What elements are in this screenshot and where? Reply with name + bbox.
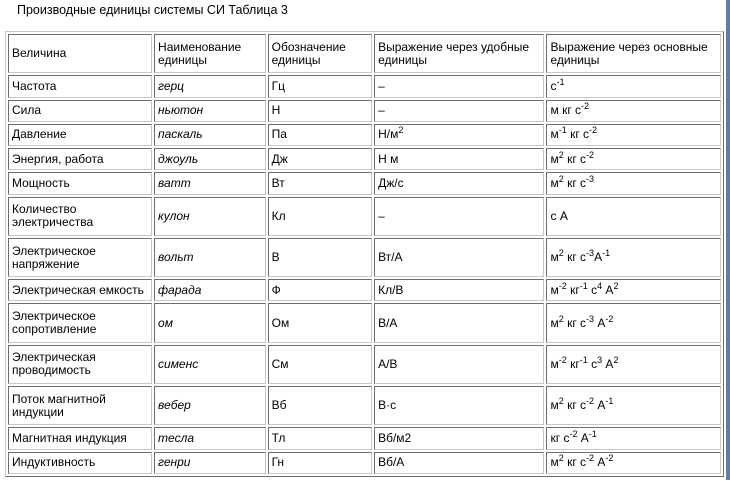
unit-exponent: -2 bbox=[586, 453, 595, 464]
table-row bbox=[8, 238, 721, 277]
via-base-cell bbox=[546, 75, 721, 97]
unit-factor: А bbox=[602, 356, 614, 371]
quantity-cell: Энергия, работа bbox=[8, 148, 152, 170]
table-row bbox=[8, 124, 721, 146]
unit-factor: с bbox=[587, 282, 598, 297]
unit-factor: м bbox=[550, 315, 559, 330]
table-row bbox=[8, 75, 721, 97]
via-derived-cell: Вт/А bbox=[374, 238, 544, 277]
unit-symbol-cell: Гц bbox=[268, 75, 372, 97]
unit-symbol-cell: Н bbox=[268, 100, 372, 122]
unit-factor: кг с bbox=[563, 398, 587, 413]
quantity-cell: Частота bbox=[8, 75, 152, 97]
via-base-cell bbox=[546, 148, 721, 170]
unit-exponent: -1 bbox=[588, 429, 597, 439]
unit-exponent: 2 bbox=[613, 280, 619, 291]
unit-factor: А bbox=[594, 315, 606, 330]
unit-exponent: -1 bbox=[602, 248, 611, 259]
table-row bbox=[8, 100, 721, 122]
unit-exponent: -3 bbox=[586, 173, 595, 184]
unit-factor: А bbox=[577, 431, 589, 445]
via-base-cell bbox=[546, 303, 721, 342]
unit-factor: кг bbox=[566, 282, 580, 297]
header-via-derived: Выражение через удобные единицы bbox=[374, 34, 544, 73]
table-row bbox=[8, 452, 721, 474]
quantity-cell: Электрическая проводимость bbox=[8, 345, 152, 384]
unit-factor: м bbox=[550, 356, 559, 371]
via-base-cell bbox=[546, 386, 721, 425]
unit-exponent: 3 bbox=[597, 354, 603, 365]
unit-name-cell: вольт bbox=[154, 238, 266, 277]
via-derived-cell: – bbox=[374, 100, 544, 122]
unit-factor: м bbox=[550, 151, 559, 166]
unit-factor: с bbox=[550, 78, 557, 93]
unit-exponent: -1 bbox=[556, 76, 565, 87]
via-derived-cell: Н м bbox=[374, 148, 544, 170]
unit-factor: м bbox=[550, 250, 559, 265]
table-row bbox=[8, 197, 721, 236]
table-row bbox=[8, 427, 721, 449]
unit-exponent: -2 bbox=[581, 101, 590, 112]
quantity-cell: Давление bbox=[8, 124, 152, 146]
header-unit-name: Наименование единицы bbox=[154, 34, 266, 73]
unit-name-cell: вебер bbox=[154, 386, 266, 425]
unit-symbol-cell: Па bbox=[268, 124, 372, 146]
unit-factor: Н/м bbox=[378, 127, 399, 142]
unit-exponent: 2 bbox=[558, 149, 564, 160]
quantity-cell: Количество электричества bbox=[8, 197, 152, 236]
table-body bbox=[8, 34, 721, 474]
table-row bbox=[8, 386, 721, 425]
header-via-base: Выражение через основные единицы bbox=[546, 34, 721, 73]
unit-factor: м bbox=[550, 127, 559, 142]
unit-factor: м bbox=[550, 398, 559, 413]
unit-factor: кг с bbox=[566, 127, 590, 142]
unit-factor: м bbox=[550, 175, 559, 190]
unit-factor: кг с bbox=[563, 250, 587, 265]
unit-symbol-cell: См bbox=[268, 345, 372, 384]
unit-factor: кг bbox=[566, 356, 580, 371]
via-derived-cell: В·с bbox=[374, 386, 544, 425]
unit-factor: м кг с bbox=[550, 103, 582, 118]
unit-factor: кг с bbox=[563, 175, 587, 190]
unit-factor: А bbox=[594, 250, 603, 265]
quantity-cell: Электрическое сопротивление bbox=[8, 303, 152, 342]
unit-exponent: -1 bbox=[579, 280, 588, 291]
si-derived-units-table bbox=[5, 31, 724, 477]
unit-symbol-cell: Ф bbox=[268, 279, 372, 301]
unit-exponent: 2 bbox=[398, 125, 404, 136]
unit-exponent: -2 bbox=[605, 453, 614, 464]
table-row bbox=[8, 303, 721, 342]
unit-exponent: 2 bbox=[558, 396, 564, 407]
unit-symbol-cell: Гн bbox=[268, 452, 372, 474]
unit-exponent: -1 bbox=[579, 354, 588, 365]
unit-name-cell: герц bbox=[154, 75, 266, 97]
via-derived-cell: В/А bbox=[374, 303, 544, 342]
unit-name-cell: кулон bbox=[154, 197, 266, 236]
unit-exponent: -2 bbox=[569, 429, 578, 439]
unit-name-cell: сименс bbox=[154, 345, 266, 384]
quantity-cell: Электрическое напряжение bbox=[8, 238, 152, 277]
unit-symbol-cell: Кл bbox=[268, 197, 372, 236]
via-base-cell bbox=[546, 172, 721, 194]
quantity-cell: Магнитная индукция bbox=[8, 427, 152, 449]
unit-exponent: -3 bbox=[586, 248, 595, 259]
quantity-cell: Поток магнитной индукции bbox=[8, 386, 152, 425]
via-derived-cell: Кл/В bbox=[374, 279, 544, 301]
unit-symbol-cell: Тл bbox=[268, 427, 372, 449]
via-base-cell bbox=[546, 238, 721, 277]
unit-name-cell: паскаль bbox=[154, 124, 266, 146]
via-base-cell bbox=[546, 279, 721, 301]
header-unit-symbol: Обозначение единицы bbox=[268, 34, 372, 73]
unit-symbol-cell: Ом bbox=[268, 303, 372, 342]
unit-exponent: -1 bbox=[558, 125, 567, 136]
quantity-cell: Сила bbox=[8, 100, 152, 122]
via-base-cell bbox=[546, 124, 721, 146]
unit-exponent: -1 bbox=[605, 396, 614, 407]
unit-exponent: 2 bbox=[558, 173, 564, 184]
unit-name-cell: ватт bbox=[154, 172, 266, 194]
window-edge bbox=[726, 0, 730, 480]
via-derived-cell: – bbox=[374, 75, 544, 97]
unit-exponent: -2 bbox=[558, 280, 567, 291]
unit-name-cell: ньютон bbox=[154, 100, 266, 122]
via-base-cell bbox=[546, 427, 721, 449]
via-base-cell bbox=[546, 452, 721, 474]
unit-name-cell: тесла bbox=[154, 427, 266, 449]
via-base-cell bbox=[546, 100, 721, 122]
table-row bbox=[8, 172, 721, 194]
via-derived-cell: А/В bbox=[374, 345, 544, 384]
unit-exponent: 2 bbox=[613, 354, 619, 365]
quantity-cell: Мощность bbox=[8, 172, 152, 194]
header-row bbox=[8, 34, 721, 73]
unit-factor: с А bbox=[550, 208, 568, 223]
unit-factor: кг с bbox=[563, 151, 587, 166]
table-row bbox=[8, 345, 721, 384]
unit-exponent: -2 bbox=[586, 396, 595, 407]
unit-exponent: 2 bbox=[558, 248, 564, 259]
unit-factor: кг с bbox=[550, 431, 570, 445]
unit-exponent: -2 bbox=[586, 149, 595, 160]
unit-name-cell: ом bbox=[154, 303, 266, 342]
unit-factor: м bbox=[550, 282, 559, 297]
via-derived-cell: – bbox=[374, 197, 544, 236]
via-derived-cell bbox=[374, 124, 544, 146]
unit-factor: А bbox=[602, 282, 614, 297]
quantity-cell: Индуктивность bbox=[8, 452, 152, 474]
unit-factor: с bbox=[587, 356, 598, 371]
via-derived-cell: Вб/А bbox=[374, 452, 544, 474]
via-derived-cell: Дж/с bbox=[374, 172, 544, 194]
unit-factor: м bbox=[550, 455, 559, 470]
table-row bbox=[8, 279, 721, 301]
quantity-cell: Электрическая емкость bbox=[8, 279, 152, 301]
unit-exponent: 2 bbox=[558, 453, 564, 464]
unit-exponent: 2 bbox=[558, 313, 564, 324]
unit-symbol-cell: В bbox=[268, 238, 372, 277]
unit-factor: кг с bbox=[563, 315, 587, 330]
unit-name-cell: генри bbox=[154, 452, 266, 474]
unit-exponent: -3 bbox=[586, 313, 595, 324]
via-base-cell bbox=[546, 345, 721, 384]
unit-factor: А bbox=[594, 455, 606, 470]
unit-factor: А bbox=[594, 398, 606, 413]
table-row bbox=[8, 148, 721, 170]
unit-exponent: -2 bbox=[605, 313, 614, 324]
via-base-cell bbox=[546, 197, 721, 236]
unit-exponent: -2 bbox=[589, 125, 598, 136]
table-caption: Производные единицы системы СИ Таблица 3 bbox=[17, 3, 288, 17]
unit-symbol-cell: Дж bbox=[268, 148, 372, 170]
unit-exponent: 4 bbox=[597, 280, 603, 291]
unit-symbol-cell: Вт bbox=[268, 172, 372, 194]
header-quantity: Величина bbox=[8, 34, 152, 73]
unit-name-cell: фарада bbox=[154, 279, 266, 301]
unit-exponent: -2 bbox=[558, 354, 567, 365]
unit-symbol-cell: Вб bbox=[268, 386, 372, 425]
via-derived-cell: Вб/м2 bbox=[374, 427, 544, 449]
unit-name-cell: джоуль bbox=[154, 148, 266, 170]
unit-factor: кг с bbox=[563, 455, 587, 470]
